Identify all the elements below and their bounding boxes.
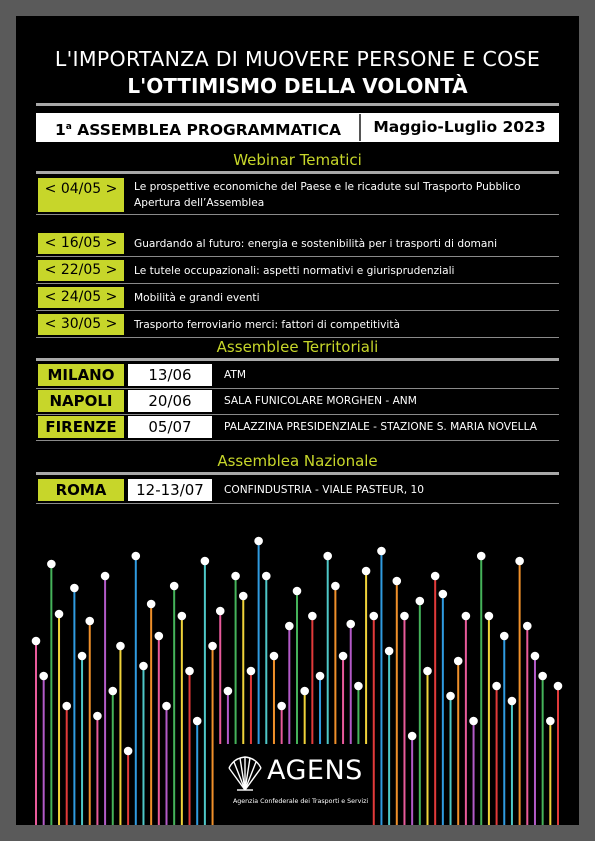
pin-head [254,537,263,546]
pin-head [377,547,386,556]
pin-head [147,600,156,609]
pin-head [55,610,64,619]
pin-head [231,572,240,581]
pin-head [362,567,371,576]
webinar-rule [36,171,559,174]
pin-head [408,732,417,741]
pin-head [32,637,41,646]
pin-head [170,582,179,591]
pin-head [369,612,378,621]
pin-head [469,717,478,726]
city-name: FIRENZE [38,416,124,438]
territorial-rule [36,358,559,361]
webinar-date: < 24/05 > [38,287,124,308]
pin-head [216,607,225,616]
city-venue: SALA FUNICOLARE MORGHEN - ANM [224,395,417,407]
pin-head [538,672,547,681]
poster [16,16,579,825]
webinar-topic-line: Le prospettive economiche del Paese e le ricadute sul Trasporto Pubblico [134,181,521,193]
row-divider [36,414,559,415]
pin-head [93,712,102,721]
row-divider [36,388,559,389]
pin-head [201,557,210,566]
territorial-section-title: Assemblee Territoriali [216,338,379,356]
pin-head [385,647,394,656]
pin-head [208,642,217,651]
city-venue: PALAZZINA PRESIDENZIALE - STAZIONE S. MARIA NOVELLA [224,421,537,433]
pin-head [101,572,110,581]
pin-head [47,560,56,569]
pin-head [416,597,425,606]
pin-head [439,590,448,599]
webinar-topic-line: Apertura dell’Assemblea [134,197,265,209]
row-divider [36,214,559,215]
pin-head [500,632,509,641]
pin-head [39,672,48,681]
pin-head [285,622,294,631]
pin-head [454,657,463,666]
webinar-date: < 16/05 > [38,233,124,254]
pin-head [70,584,79,593]
webinar-date: < 30/05 > [38,314,124,335]
city-venue: CONFINDUSTRIA - VIALE PASTEUR, 10 [224,484,424,496]
pin-head [346,620,355,629]
pin-head [508,697,517,706]
row-divider [36,283,559,284]
webinar-topic [134,179,520,211]
assembly-name-label: ASSEMBLEA PROGRAMMATICA [77,121,342,140]
pin-head [155,632,164,641]
pin-head [423,667,432,676]
logo-name: AGENS [267,755,363,786]
pin-head [446,692,455,701]
row-divider [36,503,559,504]
pin-head [139,662,148,671]
title-line-1: L'IMPORTANZA DI MUOVERE PERSONE E COSE [54,47,541,71]
city-name: NAPOLI [38,390,124,412]
national-section-title: Assemblea Nazionale [217,452,378,470]
webinar-topic [134,263,455,279]
pin-head [546,717,555,726]
pin-head [78,652,87,661]
webinar-topic-line: Mobilità e grandi eventi [134,292,260,304]
logo-subtitle: Agenzia Confederale dei Trasporti e Servizi [233,798,369,805]
webinar-section-title: Webinar Tematici [233,151,362,169]
pin-head [185,667,194,676]
pin-head [492,682,501,691]
city-date: 13/06 [128,364,212,386]
title-line-2: L'OTTIMISMO DELLA VOLONTÀ [127,74,468,98]
assembly-name [37,114,361,141]
city-date: 05/07 [128,416,212,438]
pin-head [131,552,140,561]
pin-head [308,612,317,621]
pin-head [515,557,524,566]
row-divider [36,256,559,257]
assembly-bar [36,113,559,142]
pin-head [485,612,494,621]
pin-head [239,592,248,601]
pin-head [108,687,117,696]
assembly-period: Maggio-Luglio 2023 [373,118,546,136]
webinar-topic [134,317,400,333]
webinar-topic-line: Trasporto ferroviario merci: fattori di competitività [134,319,401,331]
pin-head [392,577,401,586]
pin-head [162,702,171,711]
pin-head [85,617,94,626]
pin-head [116,642,125,651]
pin-head [339,652,348,661]
webinar-topic [134,290,260,306]
row-divider [36,310,559,311]
webinar-topic-line: Le tutele occupazionali: aspetti normativi e giurisprudenziali [134,265,455,277]
pin-head [400,612,409,621]
pin-head [193,717,202,726]
city-date: 12-13/07 [128,479,212,501]
pin-head [293,587,302,596]
webinar-topic [134,236,497,252]
pin-head [331,582,340,591]
pin-head [224,687,233,696]
agens-logo [219,750,369,816]
assembly-ordinal: a [65,122,72,132]
pin-head [431,572,440,581]
city-venue: ATM [224,369,247,381]
webinar-date: < 04/05 > [38,178,124,212]
pin-head [316,672,325,681]
row-divider [36,440,559,441]
pin-head [462,612,471,621]
pin-head [124,747,133,756]
assembly-number: 1 [54,121,66,140]
city-name: ROMA [38,479,124,501]
national-rule [36,472,559,475]
pin-head [62,702,71,711]
pin-head [247,667,256,676]
pin-head [300,687,309,696]
pin-head [178,612,187,621]
pin-head [531,652,540,661]
pin-head [323,552,332,561]
city-name: MILANO [38,364,124,386]
fan-shell-icon [223,752,267,796]
pin-head [270,652,279,661]
pin-head [554,682,563,691]
pin-head [262,572,271,581]
webinar-date: < 22/05 > [38,260,124,281]
city-date: 20/06 [128,390,212,412]
title-rule [36,103,559,106]
webinar-topic-line: Guardando al futuro: energia e sostenibilità per i trasporti di domani [134,238,498,250]
pin-head [277,702,286,711]
pin-head [354,682,363,691]
pin-head [477,552,486,561]
pin-head [523,622,532,631]
